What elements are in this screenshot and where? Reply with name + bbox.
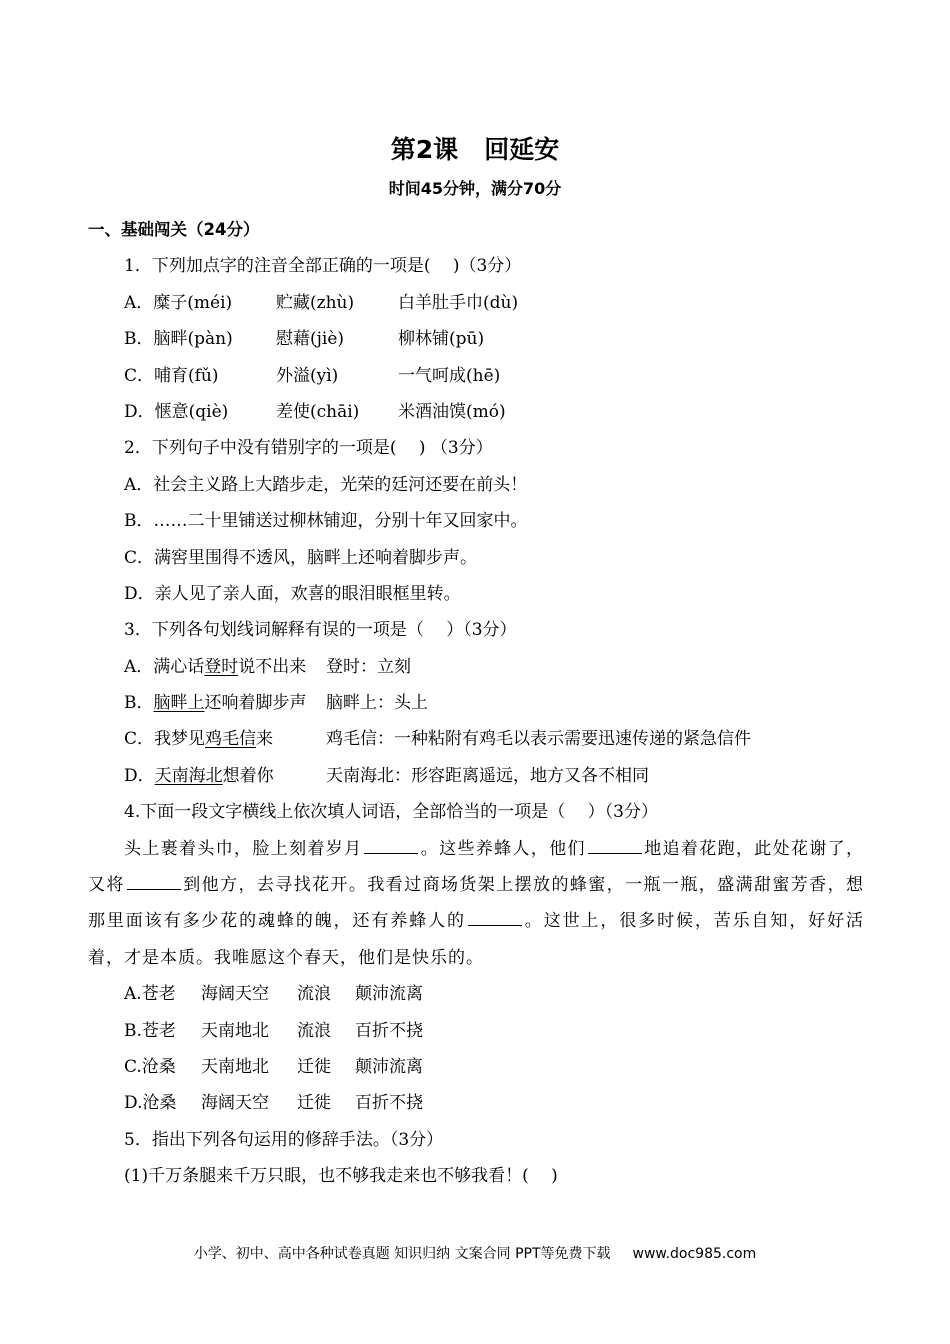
option-item: 白羊肚手巾(dù) — [398, 292, 519, 313]
passage-text: 。这些养蜂人，他们 — [420, 838, 586, 859]
exam-info: 时间45分钟，满分70分 — [388, 179, 562, 198]
question-2-option-d: D．亲人见了亲人面，欢喜的眼泪眼框里转。 — [124, 583, 461, 604]
passage-text: 到他方，去寻找花开。我看过商场货架上摆放的蜂蜜，一瓶一瓶，盛满甜蜜芳香，想那里面该有多少花的魂蜂的魄，还有养蜂人的 — [88, 875, 865, 932]
option-word: 海阔天空 — [201, 1093, 269, 1114]
question-5-stem: 5．指出下列各句运用的修辞手法。（3分） — [124, 1129, 444, 1150]
question-4-passage — [88, 831, 864, 977]
sentence-text: 来 — [256, 729, 274, 750]
option-sentence — [124, 649, 326, 685]
underlined-word: 天南海北 — [154, 765, 223, 786]
option-explanation: 脑畔上：头上 — [326, 693, 428, 714]
option-word: 海阔天空 — [201, 984, 269, 1005]
option-word: 颠沛流离 — [355, 984, 423, 1005]
option-item: B．脑畔(pàn) — [124, 329, 233, 350]
sentence-text: 想着你 — [222, 765, 274, 786]
option-word: 流浪 — [297, 1020, 331, 1041]
option-explanation: 登时：立刻 — [326, 656, 411, 677]
sentence-text: D． — [124, 765, 155, 786]
footer-text: 小学、初中、高中各种试卷真题 知识归纳 文案合同 PPT等免费下载 — [193, 1246, 611, 1262]
option-word: 百折不挠 — [355, 1093, 423, 1114]
fill-blank[interactable] — [127, 871, 181, 890]
option-item: D．惬意(qiè) — [124, 401, 229, 422]
option-word: 迁徙 — [297, 1057, 331, 1078]
option-word: D.沧桑 — [124, 1093, 177, 1114]
question-2-stem: 2．下列句子中没有错别字的一项是( ) （3分） — [124, 438, 493, 459]
question-3-stem: 3．下列各句划线词解释有误的一项是（ ）（3分） — [124, 620, 517, 641]
option-item: 米酒油馍(mó) — [398, 401, 506, 422]
option-item: 贮藏(zhù) — [276, 292, 355, 313]
question-5-item-1: (1)千万条腿来千万只眼，也不够我走来也不够我看！( ) — [124, 1166, 558, 1187]
question-3-option-d — [88, 758, 864, 794]
question-2-option-b: B．……二十里铺送过柳林铺迎，分别十年又回家中。 — [124, 511, 528, 532]
sentence-text: 说不出来 — [238, 656, 307, 677]
underlined-word: 脑畔上 — [153, 693, 205, 714]
question-4-option-b — [88, 1013, 864, 1049]
question-4-option-a — [88, 976, 864, 1012]
question-1-option-b — [88, 321, 864, 357]
page-title — [0, 132, 950, 168]
question-3-option-a — [88, 649, 864, 685]
fill-blank[interactable] — [468, 907, 522, 926]
option-explanation: 鸡毛信：一种粘附有鸡毛以表示需要迅速传递的紧急信件 — [326, 729, 751, 750]
option-item: 柳林铺(pū) — [398, 329, 485, 350]
option-explanation: 天南海北：形容距离遥远，地方又各不相同 — [326, 765, 649, 786]
sentence-text: A．满心话 — [124, 656, 205, 677]
option-word: B.苍老 — [124, 1020, 176, 1041]
option-word: 流浪 — [297, 984, 331, 1005]
option-sentence — [124, 685, 326, 721]
lesson-number: 第2课 — [390, 135, 459, 164]
passage-text: 头上裹着头巾，脸上刻着岁月 — [124, 838, 363, 859]
document-body — [88, 212, 864, 1195]
option-word: 迁徙 — [297, 1093, 331, 1114]
footer-website-link[interactable]: www.doc985.com — [632, 1246, 757, 1262]
option-sentence — [124, 721, 326, 757]
option-word: 天南地北 — [201, 1020, 269, 1041]
question-3-option-b — [88, 685, 864, 721]
question-2-option-a: A．社会主义路上大踏步走，光荣的廷河还要在前头！ — [124, 474, 528, 495]
option-word: 天南地北 — [201, 1057, 269, 1078]
option-sentence — [124, 758, 326, 794]
fill-blank[interactable] — [588, 835, 642, 854]
question-1-stem: 1．下列加点字的注音全部正确的一项是( )（3分） — [124, 256, 522, 277]
question-1-option-d — [88, 394, 864, 430]
option-item: A．糜子(méi) — [124, 292, 233, 313]
question-3-option-c — [88, 721, 864, 757]
option-item: 外溢(yì) — [276, 365, 339, 386]
option-item: 慰藉(jiè) — [276, 329, 345, 350]
option-word: A.苍老 — [124, 984, 176, 1005]
question-2-option-c: C．满窖里围得不透风，脑畔上还响着脚步声。 — [124, 547, 478, 568]
fill-blank[interactable] — [364, 835, 418, 854]
sentence-text: B． — [124, 693, 154, 714]
question-4-option-c — [88, 1049, 864, 1085]
passage-text: 。这世上，很多时候，苦乐自知，好好活着，才是本质。我唯愿这个春天，他们是快乐的。 — [88, 911, 865, 968]
page-footer — [0, 1242, 950, 1266]
sentence-text: C．我梦见 — [124, 729, 206, 750]
lesson-name: 回延安 — [484, 135, 560, 164]
option-item: C．哺育(fǔ) — [124, 365, 219, 386]
underlined-word: 鸡毛信 — [205, 729, 257, 750]
sentence-text: 还响着脚步声 — [204, 693, 307, 714]
question-1-option-a — [88, 285, 864, 321]
section-heading: 一、基础闯关（24分） — [88, 220, 260, 239]
option-item: 一气呵成(hē) — [398, 365, 501, 386]
question-4-option-d — [88, 1085, 864, 1121]
option-word: 颠沛流离 — [355, 1057, 423, 1078]
option-word: 百折不挠 — [355, 1020, 423, 1041]
option-item: 差使(chāi) — [276, 401, 360, 422]
question-4-stem: 4.下面一段文字横线上依次填人词语，全部恰当的一项是（ ）（3分） — [124, 802, 658, 823]
underlined-word: 登时 — [204, 656, 239, 677]
option-word: C.沧桑 — [124, 1057, 176, 1078]
passage-text: 地追着花跑，此处花谢了，又将 — [88, 838, 865, 896]
question-1-option-c — [88, 358, 864, 394]
